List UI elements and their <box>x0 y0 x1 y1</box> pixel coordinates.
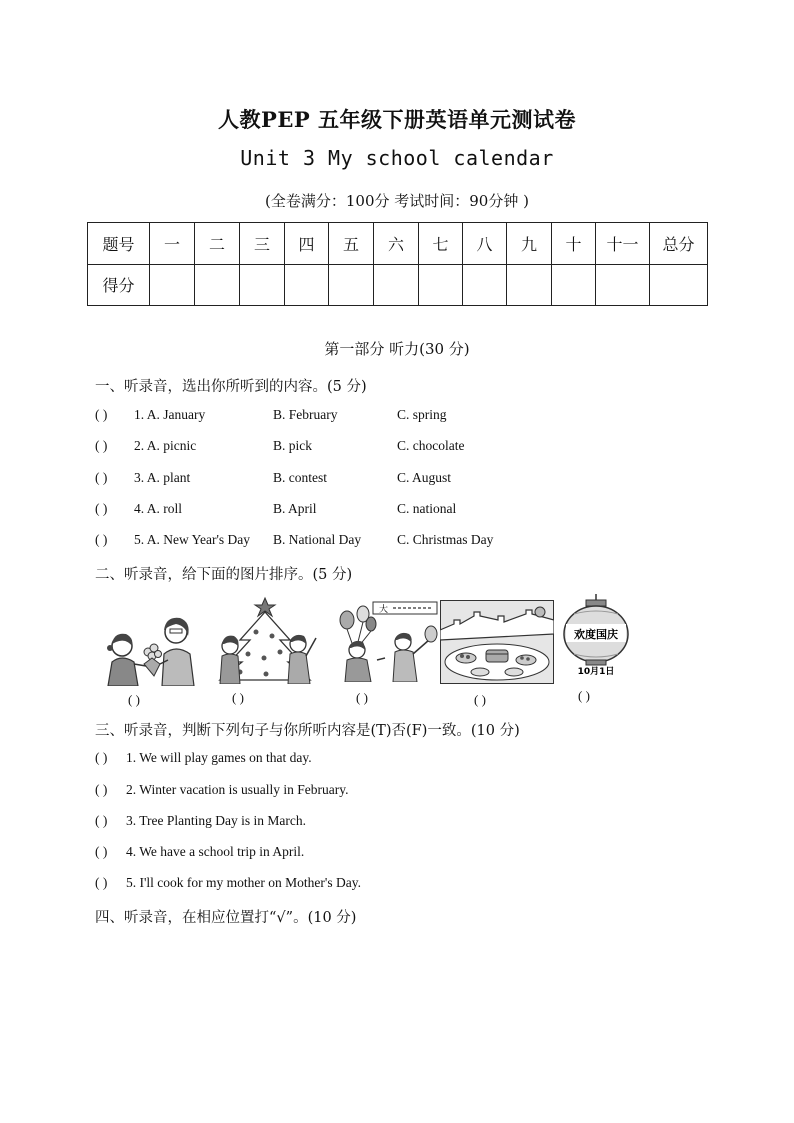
answer-paren[interactable]: ( ) <box>95 532 108 547</box>
statement-text: 1. We will play games on that day. <box>126 750 312 765</box>
score-cell[interactable] <box>419 264 463 306</box>
score-table-score-row <box>88 264 708 306</box>
score-cell[interactable] <box>552 264 596 306</box>
header-cell: 六 <box>374 223 419 265</box>
option-b: B. April <box>273 501 317 516</box>
header-cell: 二 <box>195 223 240 265</box>
option-c: C. chocolate <box>397 438 465 453</box>
answer-paren[interactable]: ( ) <box>95 470 108 485</box>
mother-day-flowers-picture <box>96 610 204 686</box>
christmas-tree-picture <box>206 596 324 684</box>
answer-paren[interactable]: ( ) <box>95 501 108 516</box>
answer-paren[interactable]: ( ) <box>95 875 108 890</box>
score-cell[interactable] <box>240 264 285 306</box>
option-b: B. February <box>273 407 338 422</box>
unit-subtitle: Unit 3 My school calendar <box>240 146 554 170</box>
option-c: C. spring <box>397 407 447 422</box>
section-one-heading: 一、听录音，选出你所听到的内容。(5 分) <box>95 379 367 395</box>
option-b: B. National Day <box>273 532 362 547</box>
option-a: 4. A. roll <box>134 501 183 516</box>
option-b: B. contest <box>273 470 327 485</box>
date-text: 10月1日 <box>577 667 615 677</box>
score-cell[interactable] <box>596 264 650 306</box>
statement-text: 3. Tree Planting Day is in March. <box>126 813 306 828</box>
score-cell[interactable] <box>463 264 507 306</box>
score-cell[interactable] <box>285 264 329 306</box>
picture-order-paren[interactable]: ( ) <box>232 690 244 705</box>
score-cell[interactable] <box>150 264 195 306</box>
answer-paren[interactable]: ( ) <box>95 813 108 828</box>
picture-order-paren[interactable]: ( ) <box>474 692 486 707</box>
exam-info: (全卷满分：100分 考试时间：90分钟 ) <box>265 192 529 210</box>
lantern-text: 欢度国庆 <box>574 628 618 641</box>
header-cell: 八 <box>463 223 507 265</box>
header-cell: 四 <box>285 223 329 265</box>
score-cell[interactable] <box>195 264 240 306</box>
statement-text: 2. Winter vacation is usually in February. <box>126 782 349 797</box>
answer-paren[interactable]: ( ) <box>95 438 108 453</box>
header-cell: 总分 <box>650 223 708 265</box>
section-four-heading: 四、听录音，在相应位置打“√”。(10 分) <box>95 910 357 926</box>
option-c: C. national <box>397 501 457 516</box>
score-table <box>87 222 708 306</box>
option-a: 5. A. New Year's Day <box>134 532 251 547</box>
answer-paren[interactable]: ( ) <box>95 782 108 797</box>
option-a: 3. A. plant <box>134 470 191 485</box>
option-a: 2. A. picnic <box>134 438 197 453</box>
sports-meet-picture <box>333 600 439 682</box>
banner-text: 大 <box>379 605 389 615</box>
statement-text: 5. I'll cook for my mother on Mother's Day. <box>126 875 361 890</box>
option-c: C. August <box>397 470 452 485</box>
answer-paren[interactable]: ( ) <box>95 407 108 422</box>
picture-order-paren[interactable]: ( ) <box>128 692 140 707</box>
section-two-heading: 二、听录音，给下面的图片排序。(5 分) <box>95 567 353 583</box>
section-three-heading: 三、听录音，判断下列句子与你所听内容是(T)否(F)一致。(10 分) <box>95 723 520 739</box>
option-c: C. Christmas Day <box>397 532 494 547</box>
header-cell: 题号 <box>88 223 150 265</box>
header-cell: 一 <box>150 223 195 265</box>
national-day-lantern-picture <box>560 594 632 678</box>
page-title: 人教PEP 五年级下册英语单元测试卷 <box>218 107 576 132</box>
row-label-cell: 得分 <box>88 264 150 306</box>
score-cell[interactable] <box>507 264 552 306</box>
picture-order-paren[interactable]: ( ) <box>356 690 368 705</box>
header-cell: 三 <box>240 223 285 265</box>
part-one-title: 第一部分 听力(30 分) <box>324 340 470 358</box>
header-cell: 九 <box>507 223 552 265</box>
answer-paren[interactable]: ( ) <box>95 844 108 859</box>
option-b: B. pick <box>273 438 312 453</box>
header-cell: 五 <box>329 223 374 265</box>
header-cell: 七 <box>419 223 463 265</box>
score-cell[interactable] <box>329 264 374 306</box>
header-cell: 十 <box>552 223 596 265</box>
statement-text: 4. We have a school trip in April. <box>126 844 305 859</box>
score-cell[interactable] <box>650 264 708 306</box>
score-cell[interactable] <box>374 264 419 306</box>
score-table-header-row <box>88 223 708 265</box>
great-wall-picnic-picture <box>440 600 554 684</box>
header-cell: 十一 <box>596 223 650 265</box>
answer-paren[interactable]: ( ) <box>95 750 108 765</box>
picture-order-paren[interactable]: ( ) <box>578 688 590 703</box>
option-a: 1. A. January <box>134 407 206 422</box>
